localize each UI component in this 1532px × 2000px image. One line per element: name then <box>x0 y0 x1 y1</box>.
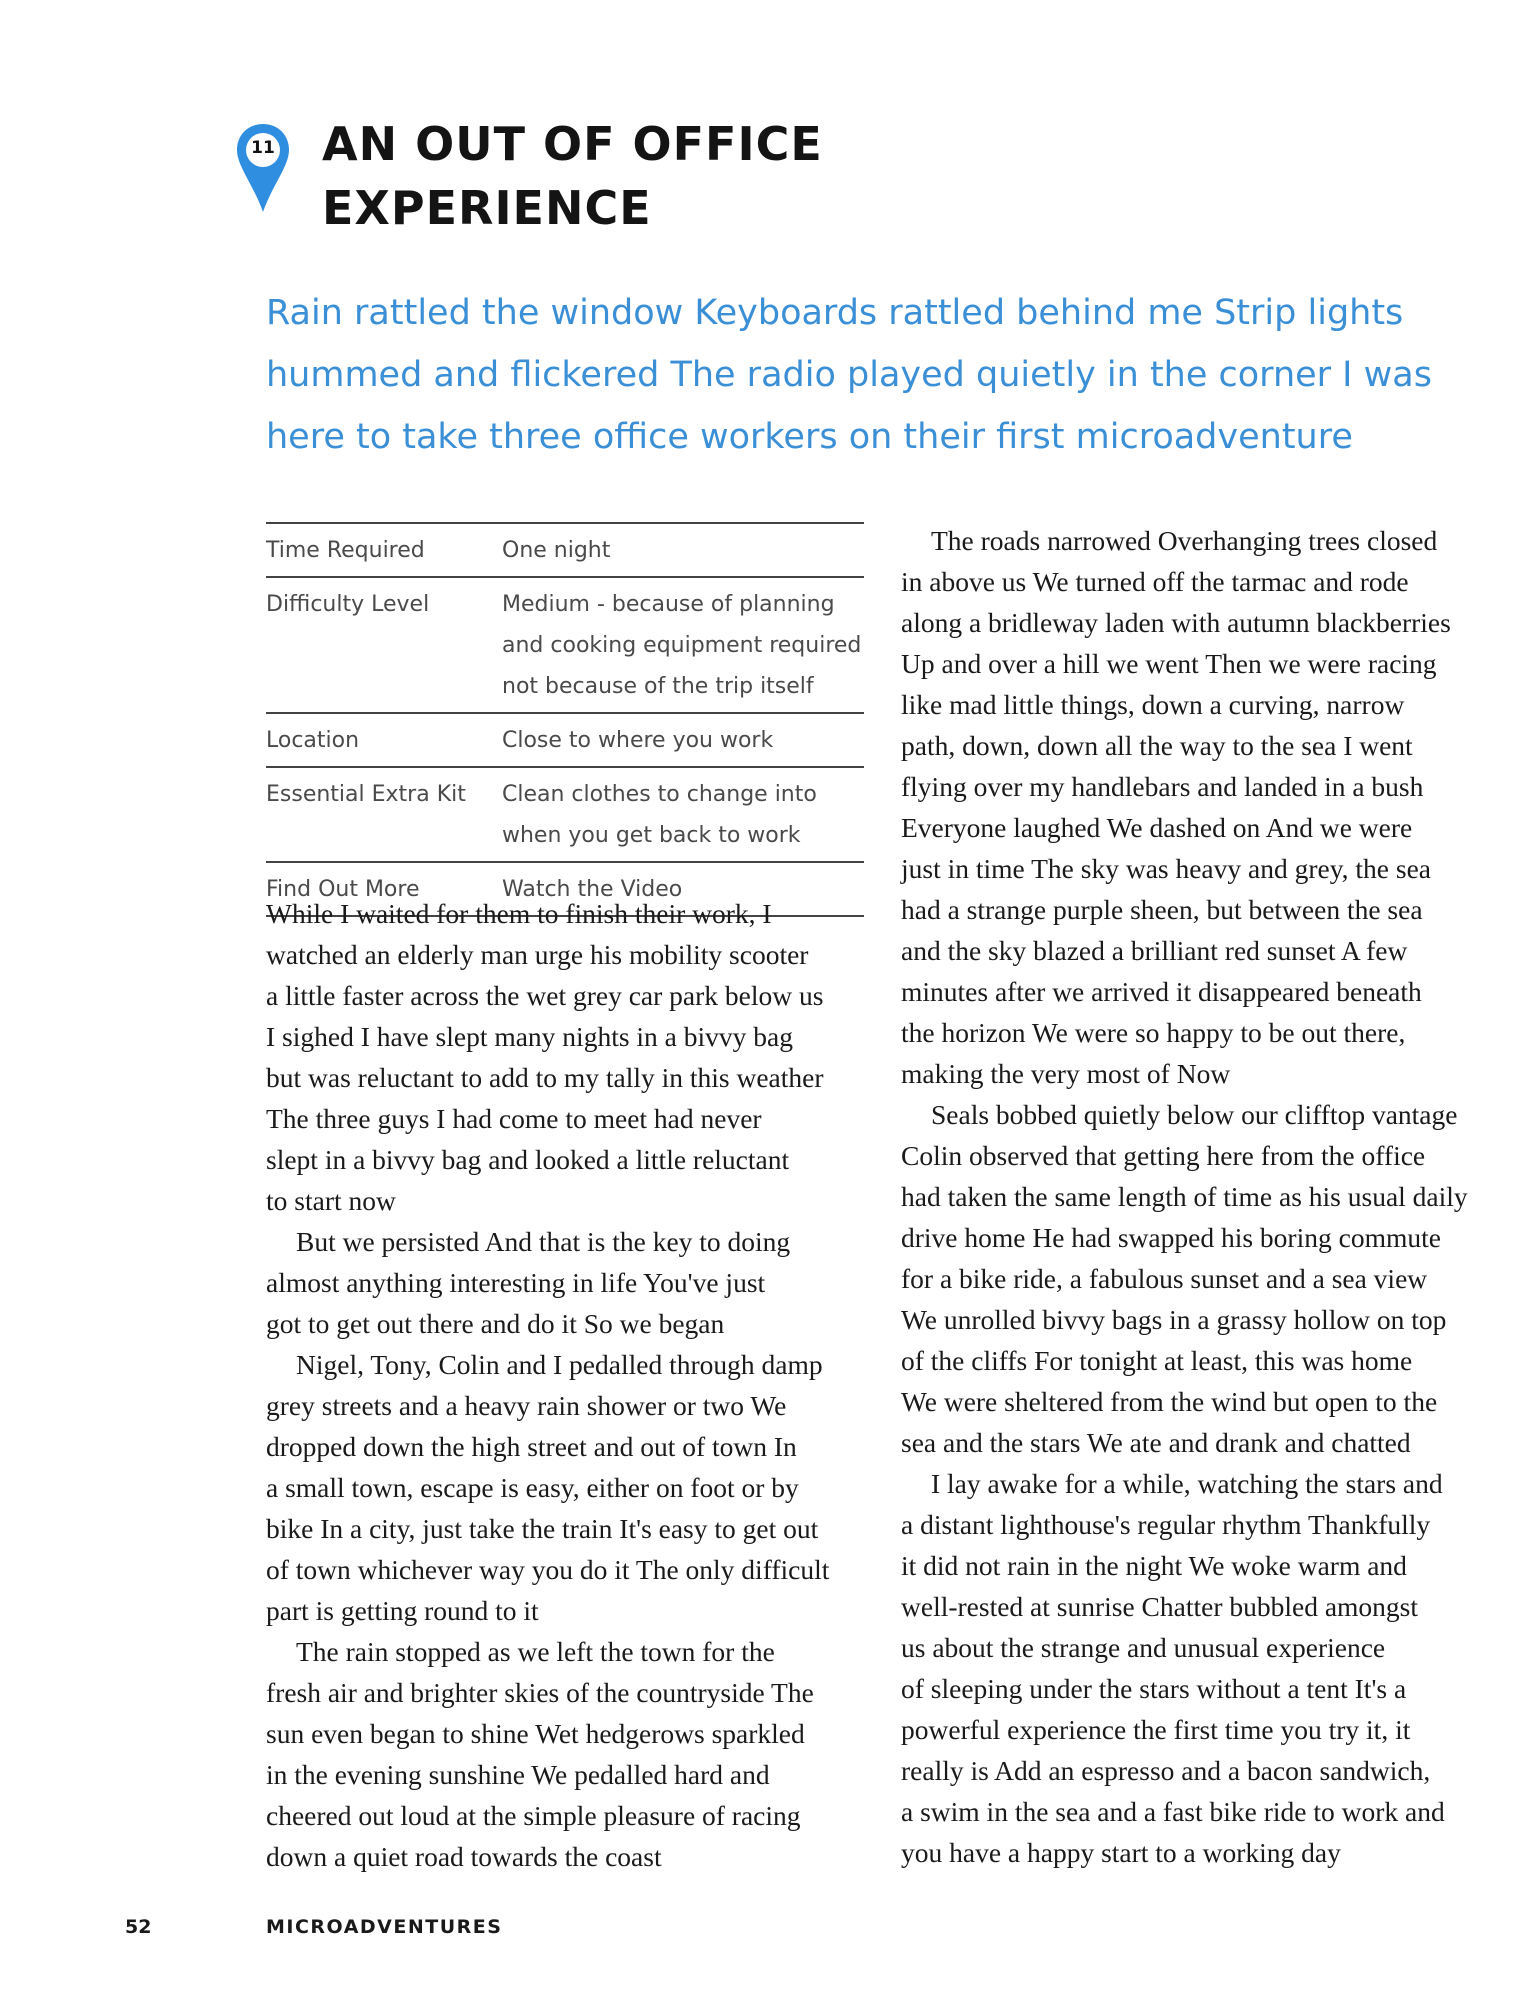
body-line: Colin observed that getting here from the office <box>901 1140 1426 1171</box>
body-line: just in time The sky was heavy and grey, the sea <box>901 853 1432 884</box>
page-number: 52 <box>125 1916 152 1938</box>
body-line: had taken the same length of time as his usual daily <box>901 1181 1468 1212</box>
body-paragraph <box>266 1344 886 1631</box>
body-line: it did not rain in the night We woke warm and <box>901 1550 1407 1581</box>
body-line: us about the strange and unusual experience <box>901 1632 1386 1663</box>
body-line: bike In a city, just take the train It's easy to get out <box>266 1513 819 1544</box>
body-paragraph <box>266 1221 886 1344</box>
body-line: and the sky blazed a brilliant red sunset A few <box>901 935 1408 966</box>
body-line: really is Add an espresso and a bacon sandwich, <box>901 1755 1431 1786</box>
body-line: path, down, down all the way to the sea I went <box>901 730 1413 761</box>
body-line: Seals bobbed quietly below our clifftop vantage <box>931 1099 1458 1130</box>
info-value-line: One night <box>502 538 611 563</box>
table-row <box>266 713 864 767</box>
body-line: had a strange purple sheen, but between the sea <box>901 894 1423 925</box>
body-line: in the evening sunshine We pedalled hard and <box>266 1759 770 1790</box>
body-line: like mad little things, down a curving, narrow <box>901 689 1405 720</box>
intro-line: Rain rattled the window Keyboards rattled behind me Strip lights <box>266 293 1404 333</box>
body-line: I lay awake for a while, watching the stars and <box>931 1468 1443 1499</box>
info-value <box>502 713 864 767</box>
body-line: drive home He had swapped his boring commute <box>901 1222 1441 1253</box>
body-line: of the cliffs For tonight at least, this was home <box>901 1345 1413 1376</box>
body-line: a distant lighthouse's regular rhythm Thankfully <box>901 1509 1431 1540</box>
body-line: a swim in the sea and a fast bike ride to work and <box>901 1796 1445 1827</box>
body-line: We unrolled bivvy bags in a grassy hollow on top <box>901 1304 1447 1335</box>
body-paragraph <box>266 893 886 1221</box>
intro-line: hummed and flickered The radio played quietly in the corner I was <box>266 355 1432 395</box>
info-value-line: Watch the Video <box>502 877 683 902</box>
body-line: the horizon We were so happy to be out there, <box>901 1017 1406 1048</box>
body-line: well-rested at sunrise Chatter bubbled amongst <box>901 1591 1419 1622</box>
body-line: sea and the stars We ate and drank and chatted <box>901 1427 1411 1458</box>
body-line: in above us We turned off the tarmac and rode <box>901 566 1409 597</box>
body-line: a small town, escape is easy, either on foot or by <box>266 1472 799 1503</box>
body-line: part is getting round to it <box>266 1595 539 1626</box>
body-line: powerful experience the first time you try it, it <box>901 1714 1411 1745</box>
table-row <box>266 577 864 713</box>
body-paragraph <box>266 1631 886 1877</box>
info-value-line: Clean clothes to change into <box>502 782 817 807</box>
info-label: Time Required <box>266 523 502 577</box>
info-value-line: when you get back to work <box>502 823 801 848</box>
body-line: Up and over a hill we went Then we were racing <box>901 648 1437 679</box>
info-label: Difficulty Level <box>266 577 502 713</box>
location-pin-icon <box>235 122 291 214</box>
body-line: down a quiet road towards the coast <box>266 1841 662 1872</box>
body-line: along a bridleway laden with autumn blackberries <box>901 607 1451 638</box>
body-line: Everyone laughed We dashed on And we were <box>901 812 1413 843</box>
body-line: While I waited for them to finish their work, I <box>266 898 772 929</box>
body-line: The roads narrowed Overhanging trees closed <box>931 525 1438 556</box>
body-line: sun even began to shine Wet hedgerows sparkled <box>266 1718 805 1749</box>
body-line: flying over my handlebars and landed in a bush <box>901 771 1424 802</box>
info-value <box>502 767 864 862</box>
body-line: almost anything interesting in life You've just <box>266 1267 766 1298</box>
info-value-line: not because of the trip itself <box>502 674 814 699</box>
body-line: for a bike ride, a fabulous sunset and a sea view <box>901 1263 1428 1294</box>
body-line: I sighed I have slept many nights in a bivvy bag <box>266 1021 793 1052</box>
body-paragraph <box>901 1463 1521 1873</box>
body-line: Nigel, Tony, Colin and I pedalled through damp <box>296 1349 823 1380</box>
body-line: a little faster across the wet grey car park below us <box>266 980 824 1011</box>
body-line: you have a happy start to a working day <box>901 1837 1341 1868</box>
body-line: We were sheltered from the wind but open to the <box>901 1386 1438 1417</box>
info-label: Location <box>266 713 502 767</box>
body-line: The three guys I had come to meet had never <box>266 1103 762 1134</box>
body-line: minutes after we arrived it disappeared beneath <box>901 976 1422 1007</box>
info-label: Find Out More <box>266 862 502 916</box>
info-value-line: Medium - because of planning <box>502 592 835 617</box>
body-column-left <box>266 893 886 1877</box>
info-value <box>502 577 864 713</box>
body-line: fresh air and brighter skies of the countryside The <box>266 1677 814 1708</box>
body-line: grey streets and a heavy rain shower or two We <box>266 1390 787 1421</box>
body-line: making the very most of Now <box>901 1058 1231 1089</box>
body-line: got to get out there and do it So we began <box>266 1308 725 1339</box>
body-line: slept in a bivvy bag and looked a little reluctant <box>266 1144 790 1175</box>
table-row <box>266 523 864 577</box>
body-line: The rain stopped as we left the town for the <box>296 1636 775 1667</box>
running-footer-title: MICROADVENTURES <box>266 1916 503 1938</box>
body-line: to start now <box>266 1185 396 1216</box>
info-label: Essential Extra Kit <box>266 767 502 862</box>
intro-line: here to take three office workers on their first microadventure <box>266 417 1353 457</box>
body-line: but was reluctant to add to my tally in this weather <box>266 1062 824 1093</box>
info-table <box>266 522 864 917</box>
title-line: AN OUT OF OFFICE <box>322 117 823 171</box>
info-value-line: Close to where you work <box>502 728 774 753</box>
body-line: watched an elderly man urge his mobility scooter <box>266 939 809 970</box>
page-title <box>322 112 823 240</box>
body-line: dropped down the high street and out of town In <box>266 1431 797 1462</box>
body-line: of town whichever way you do it The only difficult <box>266 1554 830 1585</box>
body-line: cheered out loud at the simple pleasure of racing <box>266 1800 801 1831</box>
body-paragraph <box>901 1094 1521 1463</box>
body-line: But we persisted And that is the key to doing <box>296 1226 791 1257</box>
body-column-right <box>901 520 1521 1873</box>
chapter-number: 11 <box>251 138 275 158</box>
intro-paragraph <box>266 282 1446 468</box>
title-line: EXPERIENCE <box>322 181 652 235</box>
info-value <box>502 523 864 577</box>
body-line: of sleeping under the stars without a tent It's a <box>901 1673 1407 1704</box>
table-row <box>266 767 864 862</box>
info-value-line: and cooking equipment required <box>502 633 862 658</box>
body-paragraph <box>901 520 1521 1094</box>
